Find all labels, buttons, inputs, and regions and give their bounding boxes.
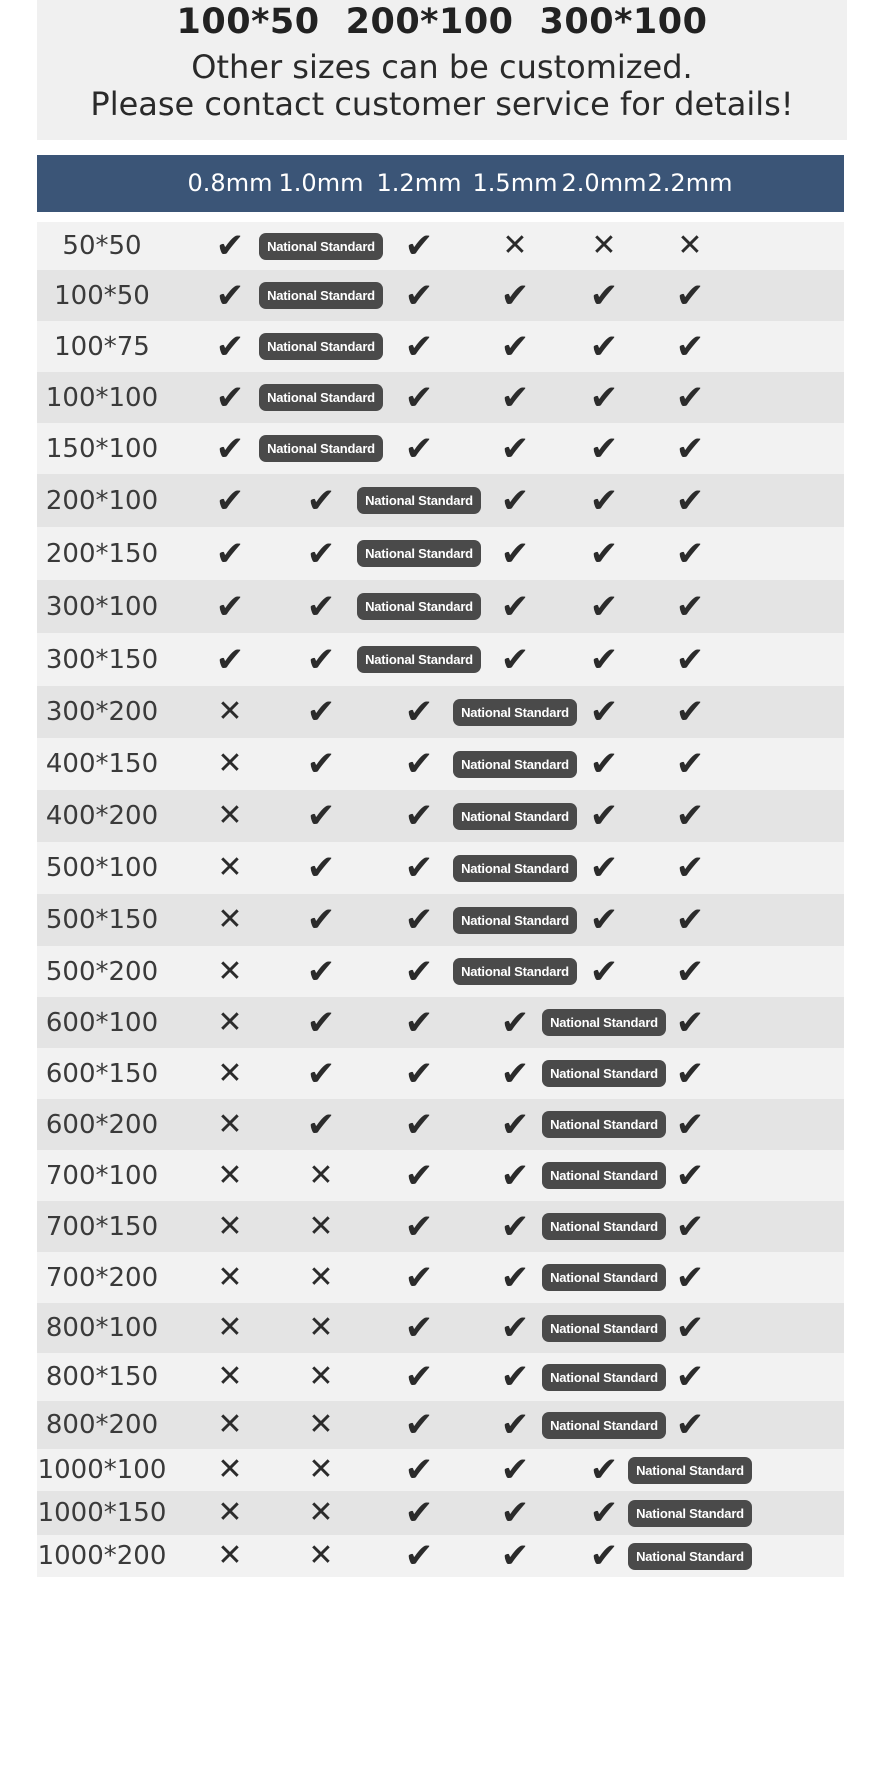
size-label: 500*200 — [45, 956, 159, 987]
national-standard-badge: National Standard — [542, 1364, 666, 1391]
check-icon: ✔ — [675, 533, 705, 574]
check-icon: ✔ — [215, 586, 245, 627]
availability-cell — [630, 321, 750, 372]
check-icon: ✔ — [500, 533, 530, 574]
check-icon: ✔ — [306, 639, 336, 680]
size-label: 600*200 — [45, 1109, 159, 1140]
check-icon: ✔ — [500, 586, 530, 627]
cross-icon: ✕ — [217, 1452, 243, 1487]
check-icon: ✔ — [306, 1002, 336, 1043]
check-icon: ✔ — [675, 951, 705, 992]
table-row — [37, 894, 844, 946]
check-icon: ✔ — [500, 275, 530, 316]
check-icon: ✔ — [589, 692, 619, 732]
check-icon: ✔ — [500, 1155, 530, 1196]
table-row — [37, 222, 844, 270]
check-icon: ✔ — [404, 1257, 434, 1298]
availability-cell — [630, 946, 750, 997]
availability-cell — [630, 1401, 750, 1449]
availability-cell — [630, 1150, 750, 1201]
size-label: 300*150 — [45, 644, 159, 675]
check-icon: ✔ — [675, 744, 705, 784]
availability-cell — [630, 738, 750, 790]
availability-cell — [630, 1303, 750, 1353]
table-row — [37, 686, 844, 738]
check-icon: ✔ — [404, 226, 434, 266]
national-standard-badge: National Standard — [628, 1543, 752, 1570]
availability-cell — [630, 842, 750, 894]
check-icon: ✔ — [215, 428, 245, 469]
table-row — [37, 1048, 844, 1099]
table-row — [37, 1535, 844, 1577]
availability-cell — [630, 474, 750, 527]
column-header: 2.0mm — [561, 169, 647, 197]
cross-icon: ✕ — [308, 1452, 334, 1487]
cross-icon: ✕ — [308, 1310, 334, 1345]
check-icon: ✔ — [589, 848, 619, 888]
cross-icon: ✕ — [217, 1106, 243, 1142]
availability-cell — [630, 1201, 750, 1252]
check-icon: ✔ — [215, 275, 245, 316]
check-icon: ✔ — [675, 1308, 705, 1348]
column-header: 1.0mm — [278, 169, 364, 197]
check-icon: ✔ — [675, 1002, 705, 1043]
national-standard-badge: National Standard — [259, 233, 383, 260]
table-row — [37, 474, 844, 527]
cross-icon: ✕ — [308, 1208, 334, 1244]
check-icon: ✔ — [500, 1206, 530, 1247]
check-icon: ✔ — [500, 1104, 530, 1145]
availability-cell — [630, 423, 750, 474]
size-label: 300*100 — [45, 591, 159, 622]
check-icon: ✔ — [215, 533, 245, 574]
check-icon: ✔ — [306, 744, 336, 784]
check-icon: ✔ — [404, 428, 434, 469]
national-standard-badge: National Standard — [357, 593, 481, 620]
check-icon: ✔ — [404, 326, 434, 367]
cross-icon: ✕ — [217, 850, 243, 885]
check-icon: ✔ — [675, 1357, 705, 1397]
check-icon: ✔ — [306, 848, 336, 888]
check-icon: ✔ — [404, 796, 434, 836]
check-icon: ✔ — [589, 1493, 619, 1533]
table-row — [37, 1491, 844, 1535]
cross-icon: ✕ — [308, 1538, 334, 1573]
check-icon: ✔ — [589, 533, 619, 574]
check-icon: ✔ — [500, 1493, 530, 1533]
check-icon: ✔ — [675, 1405, 705, 1445]
check-icon: ✔ — [589, 900, 619, 940]
table-row — [37, 997, 844, 1048]
availability-cell — [630, 580, 750, 633]
check-icon: ✔ — [500, 1405, 530, 1445]
check-icon: ✔ — [500, 639, 530, 680]
column-header: 0.8mm — [187, 169, 273, 197]
check-icon: ✔ — [404, 692, 434, 732]
column-header: 2.2mm — [647, 169, 733, 197]
national-standard-badge: National Standard — [628, 1457, 752, 1484]
check-icon: ✔ — [404, 1002, 434, 1043]
check-icon: ✔ — [404, 1405, 434, 1445]
size-label: 800*100 — [45, 1313, 159, 1343]
availability-cell — [630, 790, 750, 842]
check-icon: ✔ — [589, 377, 619, 418]
size-label: 700*200 — [45, 1262, 159, 1293]
size-label: 300*200 — [45, 697, 159, 727]
check-icon: ✔ — [675, 1053, 705, 1094]
cross-icon: ✕ — [591, 228, 617, 263]
featured-size: 100*50 — [176, 2, 320, 42]
check-icon: ✔ — [215, 326, 245, 367]
national-standard-badge: National Standard — [542, 1060, 666, 1087]
cross-icon: ✕ — [217, 1259, 243, 1295]
cross-icon: ✕ — [217, 1495, 243, 1530]
check-icon: ✔ — [500, 1450, 530, 1490]
table-row — [37, 738, 844, 790]
cross-icon: ✕ — [677, 228, 703, 263]
check-icon: ✔ — [404, 1450, 434, 1490]
check-icon: ✔ — [675, 377, 705, 418]
check-icon: ✔ — [215, 639, 245, 680]
national-standard-badge: National Standard — [542, 1111, 666, 1138]
check-icon: ✔ — [675, 1155, 705, 1196]
check-icon: ✔ — [589, 744, 619, 784]
national-standard-badge: National Standard — [259, 282, 383, 309]
cross-icon: ✕ — [308, 1359, 334, 1394]
check-icon: ✔ — [589, 480, 619, 521]
check-icon: ✔ — [404, 1536, 434, 1576]
check-icon: ✔ — [404, 1493, 434, 1533]
check-icon: ✔ — [675, 1257, 705, 1298]
check-icon: ✔ — [500, 1257, 530, 1298]
check-icon: ✔ — [589, 586, 619, 627]
top-info-panel — [37, 0, 847, 140]
size-label: 400*200 — [45, 801, 159, 831]
check-icon: ✔ — [215, 226, 245, 266]
check-icon: ✔ — [675, 848, 705, 888]
check-icon: ✔ — [589, 275, 619, 316]
check-icon: ✔ — [589, 639, 619, 680]
table-row — [37, 1401, 844, 1449]
size-label: 100*100 — [45, 382, 159, 413]
national-standard-badge: National Standard — [542, 1213, 666, 1240]
national-standard-badge: National Standard — [259, 384, 383, 411]
size-label: 600*150 — [45, 1058, 159, 1089]
check-icon: ✔ — [589, 1450, 619, 1490]
national-standard-badge: National Standard — [453, 907, 577, 934]
check-icon: ✔ — [675, 428, 705, 469]
check-icon: ✔ — [404, 744, 434, 784]
national-standard-badge: National Standard — [628, 1500, 752, 1527]
size-label: 100*50 — [54, 280, 150, 311]
availability-cell — [630, 1353, 750, 1401]
size-label: 1000*200 — [37, 1541, 167, 1571]
check-icon: ✔ — [589, 428, 619, 469]
availability-cell — [630, 1048, 750, 1099]
check-icon: ✔ — [500, 1053, 530, 1094]
check-icon: ✔ — [500, 326, 530, 367]
national-standard-badge: National Standard — [453, 751, 577, 778]
check-icon: ✔ — [306, 1104, 336, 1145]
size-label: 800*150 — [45, 1362, 159, 1392]
national-standard-badge: National Standard — [453, 803, 577, 830]
check-icon: ✔ — [404, 1155, 434, 1196]
check-icon: ✔ — [500, 428, 530, 469]
check-icon: ✔ — [589, 326, 619, 367]
national-standard-badge: National Standard — [453, 958, 577, 985]
size-label: 200*100 — [45, 485, 159, 516]
check-icon: ✔ — [675, 586, 705, 627]
cross-icon: ✕ — [308, 1495, 334, 1530]
availability-cell — [630, 270, 750, 321]
featured-size: 300*100 — [539, 2, 708, 42]
table-row — [37, 1303, 844, 1353]
national-standard-badge: National Standard — [259, 333, 383, 360]
check-icon: ✔ — [404, 951, 434, 992]
check-icon: ✔ — [306, 692, 336, 732]
check-icon: ✔ — [306, 796, 336, 836]
table-row — [37, 527, 844, 580]
check-icon: ✔ — [675, 639, 705, 680]
cross-icon: ✕ — [217, 1157, 243, 1193]
table-row — [37, 1150, 844, 1201]
check-icon: ✔ — [404, 1104, 434, 1145]
cross-icon: ✕ — [308, 1407, 334, 1442]
check-icon: ✔ — [589, 796, 619, 836]
check-icon: ✔ — [675, 900, 705, 940]
availability-cell — [630, 894, 750, 946]
table-row — [37, 1449, 844, 1491]
table-row — [37, 1353, 844, 1401]
check-icon: ✔ — [675, 275, 705, 316]
availability-cell — [630, 1535, 750, 1577]
national-standard-badge: National Standard — [453, 699, 577, 726]
national-standard-badge: National Standard — [542, 1315, 666, 1342]
check-icon: ✔ — [404, 1053, 434, 1094]
size-label: 200*150 — [45, 538, 159, 569]
national-standard-badge: National Standard — [357, 646, 481, 673]
check-icon: ✔ — [306, 1053, 336, 1094]
column-header: 1.5mm — [472, 169, 558, 197]
availability-cell — [630, 997, 750, 1048]
check-icon: ✔ — [675, 1206, 705, 1247]
check-icon: ✔ — [215, 480, 245, 521]
availability-cell — [630, 686, 750, 738]
check-icon: ✔ — [404, 848, 434, 888]
spec-table — [37, 222, 844, 1577]
check-icon: ✔ — [589, 1536, 619, 1576]
table-row — [37, 321, 844, 372]
check-icon: ✔ — [306, 533, 336, 574]
contact-note: Please contact customer service for details! — [90, 85, 794, 123]
table-row — [37, 270, 844, 321]
check-icon: ✔ — [500, 480, 530, 521]
check-icon: ✔ — [404, 377, 434, 418]
featured-size: 200*100 — [345, 2, 514, 42]
cross-icon: ✕ — [502, 228, 528, 263]
size-label: 700*150 — [45, 1211, 159, 1242]
check-icon: ✔ — [675, 692, 705, 732]
cross-icon: ✕ — [217, 1004, 243, 1040]
availability-cell — [630, 1449, 750, 1491]
check-icon: ✔ — [500, 1536, 530, 1576]
cross-icon: ✕ — [217, 902, 243, 937]
national-standard-badge: National Standard — [542, 1264, 666, 1291]
availability-cell — [630, 372, 750, 423]
thickness-header-bar — [37, 155, 844, 212]
availability-cell — [630, 222, 750, 270]
check-icon: ✔ — [589, 951, 619, 992]
check-icon: ✔ — [215, 377, 245, 418]
check-icon: ✔ — [675, 480, 705, 521]
table-row — [37, 1099, 844, 1150]
size-label: 800*200 — [45, 1410, 159, 1440]
check-icon: ✔ — [404, 1206, 434, 1247]
national-standard-badge: National Standard — [259, 435, 383, 462]
national-standard-badge: National Standard — [357, 540, 481, 567]
cross-icon: ✕ — [308, 1157, 334, 1193]
table-row — [37, 946, 844, 997]
size-label: 50*50 — [62, 231, 142, 261]
column-header: 1.2mm — [376, 169, 462, 197]
check-icon: ✔ — [306, 900, 336, 940]
check-icon: ✔ — [500, 1357, 530, 1397]
size-label: 400*150 — [45, 749, 159, 779]
check-icon: ✔ — [306, 480, 336, 521]
cross-icon: ✕ — [217, 694, 243, 729]
cross-icon: ✕ — [217, 1208, 243, 1244]
size-label: 1000*100 — [37, 1455, 167, 1485]
check-icon: ✔ — [404, 275, 434, 316]
size-label: 100*75 — [54, 331, 150, 362]
custom-note: Other sizes can be customized. — [191, 48, 693, 86]
national-standard-badge: National Standard — [453, 855, 577, 882]
check-icon: ✔ — [500, 1002, 530, 1043]
table-row — [37, 372, 844, 423]
national-standard-badge: National Standard — [542, 1162, 666, 1189]
check-icon: ✔ — [675, 796, 705, 836]
size-label: 600*100 — [45, 1007, 159, 1038]
featured-sizes — [37, 2, 847, 42]
cross-icon: ✕ — [217, 953, 243, 989]
size-label: 700*100 — [45, 1160, 159, 1191]
check-icon: ✔ — [404, 900, 434, 940]
size-label: 500*100 — [45, 853, 159, 883]
cross-icon: ✕ — [217, 798, 243, 833]
availability-cell — [630, 527, 750, 580]
availability-cell — [630, 1099, 750, 1150]
national-standard-badge: National Standard — [542, 1412, 666, 1439]
table-row — [37, 1252, 844, 1303]
cross-icon: ✕ — [217, 1407, 243, 1442]
check-icon: ✔ — [306, 951, 336, 992]
check-icon: ✔ — [675, 1104, 705, 1145]
table-row — [37, 790, 844, 842]
check-icon: ✔ — [675, 326, 705, 367]
table-row — [37, 580, 844, 633]
check-icon: ✔ — [500, 377, 530, 418]
check-icon: ✔ — [404, 1308, 434, 1348]
check-icon: ✔ — [500, 1308, 530, 1348]
national-standard-badge: National Standard — [357, 487, 481, 514]
size-label: 1000*150 — [37, 1498, 167, 1528]
table-row — [37, 633, 844, 686]
cross-icon: ✕ — [217, 1538, 243, 1573]
check-icon: ✔ — [306, 586, 336, 627]
cross-icon: ✕ — [308, 1259, 334, 1295]
size-label: 150*100 — [45, 433, 159, 464]
table-row — [37, 1201, 844, 1252]
cross-icon: ✕ — [217, 746, 243, 781]
size-label: 500*150 — [45, 905, 159, 935]
availability-cell — [630, 1491, 750, 1535]
cross-icon: ✕ — [217, 1310, 243, 1345]
table-row — [37, 423, 844, 474]
cross-icon: ✕ — [217, 1359, 243, 1394]
availability-cell — [630, 633, 750, 686]
cross-icon: ✕ — [217, 1055, 243, 1091]
availability-cell — [630, 1252, 750, 1303]
table-row — [37, 842, 844, 894]
check-icon: ✔ — [404, 1357, 434, 1397]
national-standard-badge: National Standard — [542, 1009, 666, 1036]
